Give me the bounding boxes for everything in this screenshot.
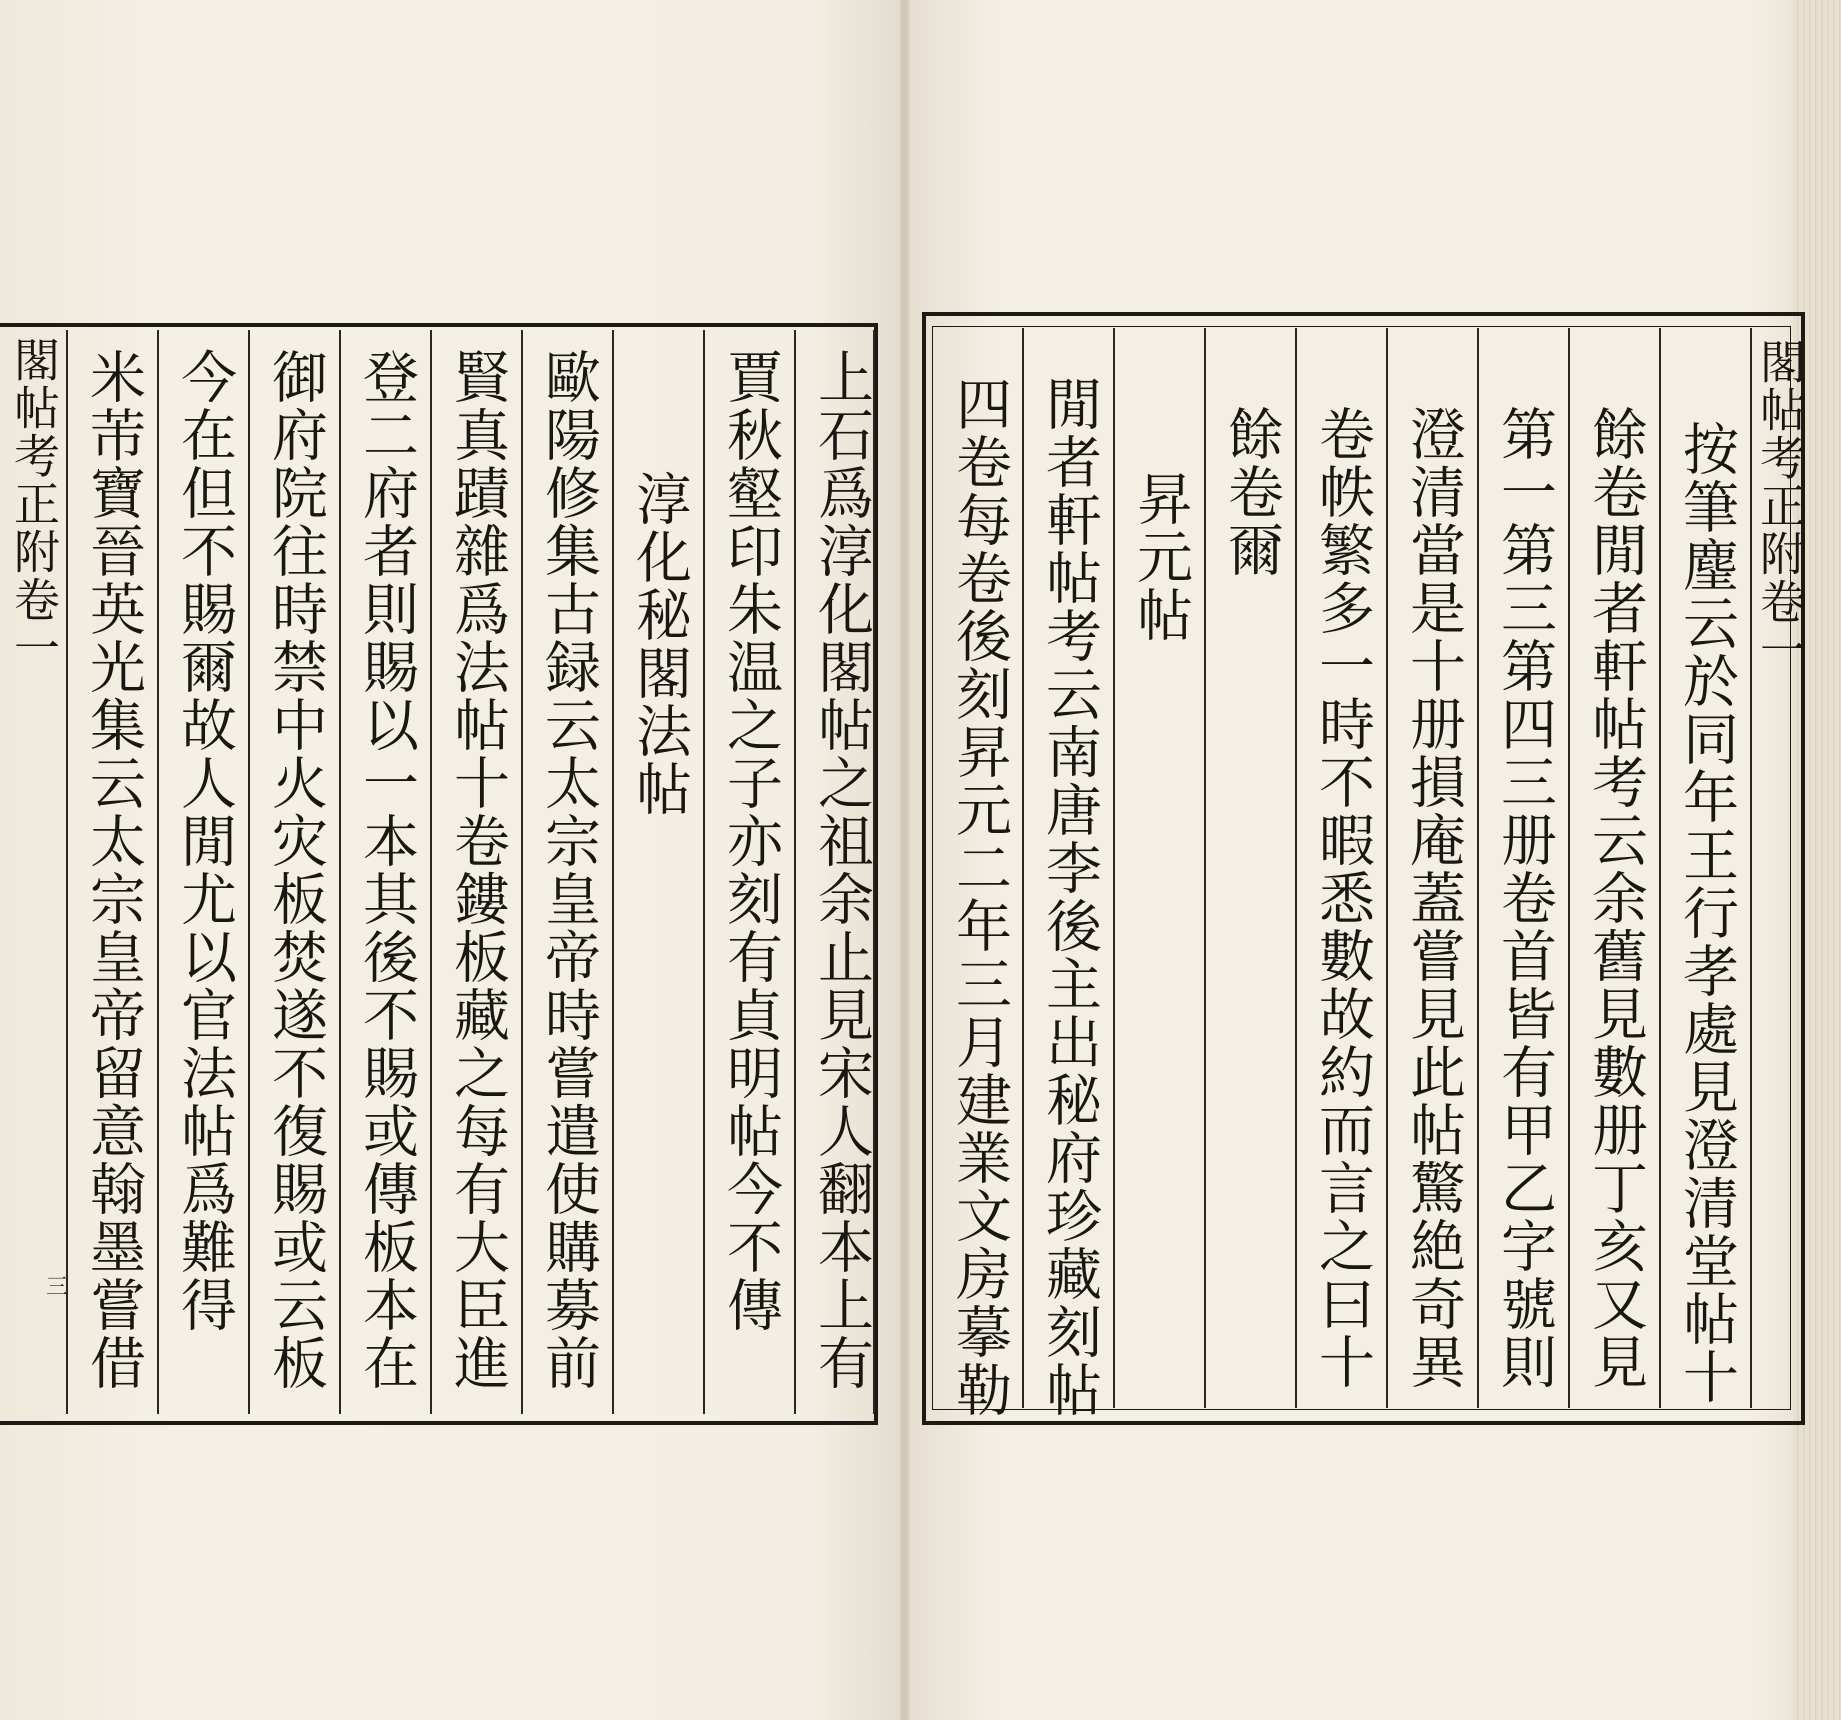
folio-number: 三	[46, 1275, 69, 1300]
text-column: 歐陽修集古録云太宗皇帝時嘗遣使購募前	[536, 348, 601, 1392]
text-column: 米芾寶晉英光集云太宗皇帝留意翰墨嘗借	[81, 348, 146, 1392]
margin-title-right: 閣帖考正附卷一	[1753, 338, 1807, 674]
text-column: 閒者軒帖考云南唐李後主出秘府珍藏刻帖	[1037, 375, 1102, 1419]
text-column: 餘卷爾	[1219, 405, 1284, 579]
text-column: 登二府者則賜以一本其後不賜或傳板本在	[354, 348, 419, 1392]
text-heading: 昇元帖	[1128, 470, 1193, 644]
book-gutter	[900, 0, 910, 1720]
text-column: 四卷每卷後刻昇元二年三月建業文房摹勒	[947, 375, 1012, 1419]
text-column: 今在但不賜爾故人閒尤以官法帖爲難得	[172, 348, 237, 1334]
text-column: 第一第三第四三册卷首皆有甲乙字號則	[1492, 405, 1557, 1391]
text-column: 賢真蹟雜爲法帖十卷鏤板藏之每有大臣進	[445, 348, 510, 1392]
text-column: 賈秋壑印朱温之子亦刻有貞明帖今不傳	[718, 348, 783, 1334]
text-column: 御府院往時禁中火灾板焚遂不復賜或云板	[263, 348, 328, 1392]
text-column: 上石爲淳化閣帖之祖余止見宋人翻本上有	[809, 348, 874, 1392]
text-column: 餘卷閒者軒帖考云余舊見數册丁亥又見	[1583, 405, 1648, 1391]
text-column: 卷帙繁多一時不暇悉數故約而言之曰十	[1310, 405, 1375, 1391]
text-column: 按筆麈云於同年王行孝處見澄清堂帖十	[1674, 420, 1739, 1406]
text-heading: 淳化秘閣法帖	[627, 470, 692, 818]
text-column: 澄清當是十册損庵蓋嘗見此帖驚絶奇異	[1401, 405, 1466, 1391]
margin-title-left: 閣帖考正附卷一	[7, 336, 61, 672]
